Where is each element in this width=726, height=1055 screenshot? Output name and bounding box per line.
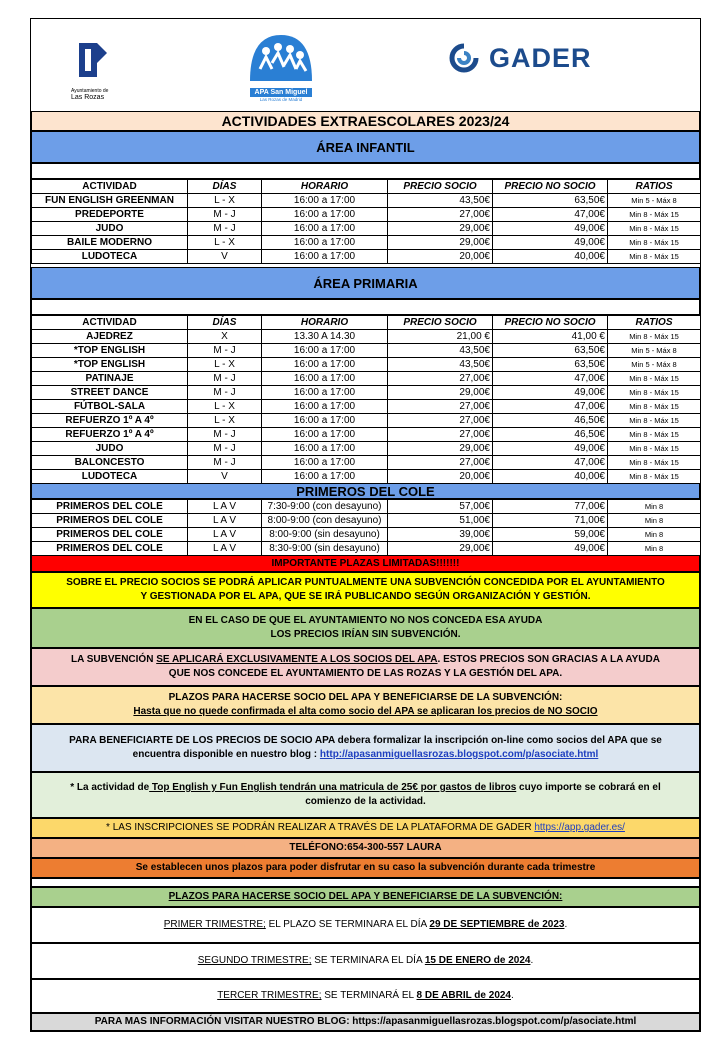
trimestre-1-line [164,918,567,932]
ratio-cell: Min 8 - Máx 15 [608,386,701,400]
apa-logo [246,31,316,103]
non-member-price-cell: 40,00€ [493,470,608,484]
inscripciones-line [106,821,625,835]
days-cell: M - J [188,456,262,470]
non-member-price-cell: 49,00€ [493,222,608,236]
member-price-cell: 29,00€ [388,442,493,456]
member-price-cell: 20,00€ [388,470,493,484]
ayuntamiento-line2: Las Rozas [71,94,105,101]
beneficiarte-note [31,724,700,772]
activity-cell: LUDOTECA [32,470,188,484]
non-member-price-cell: 47,00€ [493,208,608,222]
member-price-cell: 29,00€ [388,386,493,400]
ratio-cell: Min 5 - Máx 8 [608,358,701,372]
schedule-cell: 16:00 a 17:00 [262,358,388,372]
table-row [32,236,701,250]
column-header: PRECIO SOCIO [388,180,493,194]
schedule-cell: 7:30-9:00 (con desayuno) [262,500,388,514]
non-member-price-cell: 59,00€ [493,528,608,542]
table-row [32,194,701,208]
schedule-cell: 16:00 a 17:00 [262,400,388,414]
non-member-price-cell: 77,00€ [493,500,608,514]
table-row [32,330,701,344]
plazos-line1: PLAZOS PARA HACERSE SOCIO DEL APA Y BENEFICIARSE DE LA SUBVENCIÓN: [168,692,563,703]
ratio-cell: Min 8 - Máx 15 [608,222,701,236]
activity-cell: PREDEPORTE [32,208,188,222]
schedule-cell: 16:00 a 17:00 [262,470,388,484]
non-member-price-cell: 49,00€ [493,386,608,400]
member-price-cell: 29,00€ [388,222,493,236]
spacer-row [31,299,700,315]
subvencion-line1: SOBRE EL PRECIO SOCIOS SE PODRÁ APLICAR PUNTUALMENTE UNA SUBVENCIÓN CONCEDIDA POR EL AYUNTAMIENTO [66,577,665,588]
non-member-price-cell: 49,00€ [493,542,608,556]
plazos-header-note [31,887,700,907]
days-cell: V [188,470,262,484]
ratio-cell: Min 5 - Máx 8 [608,194,701,208]
gader-logo [445,41,635,75]
days-cell: M - J [188,372,262,386]
column-header: ACTIVIDAD [32,180,188,194]
activity-cell: REFUERZO 1º A 4º [32,414,188,428]
days-cell: L A V [188,500,262,514]
trimestre-3 [31,979,700,1013]
non-member-price-cell: 49,00€ [493,236,608,250]
days-cell: M - J [188,208,262,222]
column-header: RATIOS [608,316,701,330]
schedule-cell: 16:00 a 17:00 [262,236,388,250]
schedule-cell: 16:00 a 17:00 [262,414,388,428]
schedule-cell: 8:00-9:00 (con desayuno) [262,514,388,528]
activity-cell: *TOP ENGLISH [32,344,188,358]
member-price-cell: 43,50€ [388,194,493,208]
days-cell: M - J [188,344,262,358]
column-header: RATIOS [608,180,701,194]
plazos-trimestre-note [31,858,700,878]
activity-cell: JUDO [32,222,188,236]
table-row [32,442,701,456]
column-header: PRECIO NO SOCIO [493,180,608,194]
table-row [32,414,701,428]
sin-ayuda-line1: EN EL CASO DE QUE EL AYUNTAMIENTO NO NOS CONCEDA ESA AYUDA [188,615,543,626]
area-infantil-title: ÁREA INFANTIL [31,131,700,163]
member-price-cell: 29,00€ [388,542,493,556]
days-cell: L - X [188,236,262,250]
ratio-cell: Min 8 - Máx 15 [608,208,701,222]
schedule-cell: 16:00 a 17:00 [262,222,388,236]
beneficiarte-line2 [133,748,599,762]
schedule-cell: 16:00 a 17:00 [262,344,388,358]
matricula-underlined: Top English y Fun English tendrán una matricula de 25€ por gastos de libros [149,782,517,793]
ratio-cell: Min 8 - Máx 15 [608,236,701,250]
trimestre-2-label: SEGUNDO TRIMESTRE; [197,955,312,966]
apa-name: APA San Miguel [250,88,312,97]
telefono-text: TELÉFONO:654-300-557 LAURA [289,842,442,853]
activity-cell: BAILE MODERNO [32,236,188,250]
table-row [32,528,701,542]
blog-note [31,1013,700,1031]
matricula-line1 [70,781,661,795]
exclusiva-note [31,648,700,686]
non-member-price-cell: 46,50€ [493,414,608,428]
activity-cell: FÚTBOL-SALA [32,400,188,414]
trimestre-1-dot: . [564,919,568,930]
member-price-cell: 27,00€ [388,414,493,428]
ratio-cell: Min 8 - Máx 15 [608,428,701,442]
column-header: ACTIVIDAD [32,316,188,330]
table-row [32,208,701,222]
activity-cell: LUDOTECA [32,250,188,264]
member-price-cell: 27,00€ [388,372,493,386]
importante-text: IMPORTANTE PLAZAS LIMITADAS!!!!!!! [271,557,460,569]
member-price-cell: 27,00€ [388,428,493,442]
sin-ayuda-note [31,608,700,648]
page-title: ACTIVIDADES EXTRAESCOLARES 2023/24 [31,111,700,131]
days-cell: M - J [188,386,262,400]
member-price-cell: 43,50€ [388,344,493,358]
inscripciones-note [31,818,700,838]
non-member-price-cell: 41,00 € [493,330,608,344]
apa-subtitle: Las Rozas de Madrid [259,97,303,102]
table-header-row [32,180,701,194]
ratio-cell: Min 8 - Máx 15 [608,250,701,264]
table-header-row [32,316,701,330]
schedule-cell: 16:00 a 17:00 [262,194,388,208]
asociate-link[interactable]: http://apasanmiguellasrozas.blogspot.com/p/asociate.html [319,749,599,760]
matricula-line2: comienzo de la actividad. [305,796,426,807]
member-price-cell: 27,00€ [388,208,493,222]
ratio-cell: Min 8 - Máx 15 [608,470,701,484]
non-member-price-cell: 40,00€ [493,250,608,264]
table-row [32,386,701,400]
non-member-price-cell: 63,50€ [493,358,608,372]
schedule-cell: 13.30 A 14.30 [262,330,388,344]
ratio-cell: Min 8 [608,542,701,556]
days-cell: M - J [188,442,262,456]
trimestre-1 [31,907,700,943]
days-cell: L A V [188,514,262,528]
plazos-trimestre-text: Se establecen unos plazos para poder disfrutar en su caso la subvención durante cada trimestre [135,862,596,873]
member-price-cell: 39,00€ [388,528,493,542]
apa-children-icon [246,31,316,83]
schedule-cell: 8:30-9:00 (sin desayuno) [262,542,388,556]
exclusiva-line1 [71,653,660,667]
non-member-price-cell: 71,00€ [493,514,608,528]
activity-cell: REFUERZO 1º A 4º [32,428,188,442]
days-cell: L A V [188,542,262,556]
ratio-cell: Min 8 - Máx 15 [608,456,701,470]
infantil-table [31,179,701,264]
gader-swirl-icon [445,43,483,73]
days-cell: L - X [188,400,262,414]
logos-header [31,19,700,111]
activity-cell: STREET DANCE [32,386,188,400]
ayuntamiento-line1: Ayuntamiento de [71,88,109,94]
schedule-cell: 16:00 a 17:00 [262,372,388,386]
area-primaria-title: ÁREA PRIMARIA [31,267,700,299]
member-price-cell: 57,00€ [388,500,493,514]
ratio-cell: Min 8 [608,528,701,542]
days-cell: V [188,250,262,264]
member-price-cell: 20,00€ [388,250,493,264]
trimestre-1-text: EL PLAZO SE TERMINARA EL DÍA [265,919,430,930]
matricula-note [31,772,700,818]
primeros-title: PRIMEROS DEL COLE [31,483,700,499]
subvencion-line2: Y GESTIONADA POR EL APA, QUE SE IRÁ PUBLICANDO SEGÚN ORGANIZACIÓN Y GESTIÓN. [140,591,591,602]
member-price-cell: 51,00€ [388,514,493,528]
schedule-cell: 16:00 a 17:00 [262,250,388,264]
column-header: PRECIO NO SOCIO [493,316,608,330]
ayuntamiento-logo [71,39,119,105]
exclusiva-underlined: SE APLICARÁ EXCLUSIVAMENTE A LOS SOCIOS DEL APA [156,654,438,665]
beneficiarte-line1: PARA BENEFICIARTE DE LOS PRECIOS DE SOCIO APA debera formalizar la inscripción on-line como socios del APA que se [69,735,662,746]
days-cell: L - X [188,194,262,208]
inscripciones-text: * LAS INSCRIPCIONES SE PODRÁN REALIZAR A TRAVÉS DE LA PLATAFORMA DE GADER [106,822,535,833]
ayuntamiento-emblem-icon [71,39,119,83]
days-cell: M - J [188,222,262,236]
plazos-header-text: PLAZOS PARA HACERSE SOCIO DEL APA Y BENEFICIARSE DE LA SUBVENCIÓN: [168,891,563,902]
activity-cell: PRIMEROS DEL COLE [32,528,188,542]
plazos-note [31,686,700,724]
column-header: HORARIO [262,180,388,194]
table-row [32,400,701,414]
column-header: DÍAS [188,180,262,194]
table-row [32,470,701,484]
table-row [32,542,701,556]
exclusiva-line2: QUE NOS CONCEDE EL AYUNTAMIENTO DE LAS ROZAS Y LA GESTIÓN DEL APA. [168,668,563,679]
trimestre-2 [31,943,700,979]
column-header: DÍAS [188,316,262,330]
sin-ayuda-line2: LOS PRECIOS IRÍAN SIN SUBVENCIÓN. [270,629,461,640]
table-row [32,358,701,372]
schedule-cell: 8:00-9:00 (sin desayuno) [262,528,388,542]
member-price-cell: 43,50€ [388,358,493,372]
activity-cell: JUDO [32,442,188,456]
member-price-cell: 21,00 € [388,330,493,344]
activity-cell: PATINAJE [32,372,188,386]
gader-name: GADER [489,42,592,73]
ratio-cell: Min 8 - Máx 15 [608,400,701,414]
non-member-price-cell: 63,50€ [493,344,608,358]
member-price-cell: 27,00€ [388,400,493,414]
primaria-table [31,315,701,484]
ratio-cell: Min 8 - Máx 15 [608,330,701,344]
schedule-cell: 16:00 a 17:00 [262,428,388,442]
days-cell: L - X [188,414,262,428]
spacer-row [31,878,700,887]
trimestre-3-date: 8 DE ABRIL de 2024 [416,990,511,1001]
non-member-price-cell: 46,50€ [493,428,608,442]
ratio-cell: Min 8 - Máx 15 [608,372,701,386]
table-row [32,344,701,358]
non-member-price-cell: 47,00€ [493,372,608,386]
plazos-line2: Hasta que no quede confirmada el alta como socio del APA se aplicaran los precios de NO SOCIO [133,706,598,717]
ratio-cell: Min 8 [608,500,701,514]
trimestre-3-text: SE TERMINARÁ EL [321,990,417,1001]
trimestre-3-line [217,989,514,1003]
gader-link[interactable]: https://app.gader.es/ [534,822,625,833]
trimestre-2-text: SE TERMINARA EL DÍA [311,955,425,966]
trimestre-3-dot: . [511,990,514,1001]
table-row [32,372,701,386]
days-cell: L - X [188,358,262,372]
primeros-table [31,499,701,556]
schedule-cell: 16:00 a 17:00 [262,456,388,470]
table-row [32,500,701,514]
matricula-post: cuyo importe se cobrará en el [516,782,661,793]
days-cell: L A V [188,528,262,542]
table-row [32,428,701,442]
schedule-cell: 16:00 a 17:00 [262,442,388,456]
ratio-cell: Min 5 - Máx 8 [608,344,701,358]
table-row [32,250,701,264]
trimestre-2-line [198,954,533,968]
trimestre-2-date: 15 DE ENERO de 2024 [424,955,531,966]
trimestre-3-label: TERCER TRIMESTRE; [217,990,322,1001]
table-row [32,456,701,470]
table-row [32,514,701,528]
activities-sheet [30,18,701,1032]
ratio-cell: Min 8 [608,514,701,528]
activity-cell: PRIMEROS DEL COLE [32,514,188,528]
matricula-pre: * La actividad de [70,782,150,793]
activity-cell: *TOP ENGLISH [32,358,188,372]
telefono-note [31,838,700,858]
subvencion-note [31,572,700,608]
non-member-price-cell: 47,00€ [493,400,608,414]
activity-cell: AJEDREZ [32,330,188,344]
importante-banner [31,555,700,572]
spacer-row [31,163,700,179]
exclusiva-post: . ESTOS PRECIOS SON GRACIAS A LA AYUDA [437,654,660,665]
column-header: HORARIO [262,316,388,330]
non-member-price-cell: 49,00€ [493,442,608,456]
table-row [32,222,701,236]
days-cell: X [188,330,262,344]
trimestre-1-date: 29 DE SEPTIEMBRE de 2023 [429,919,565,930]
schedule-cell: 16:00 a 17:00 [262,386,388,400]
column-header: PRECIO SOCIO [388,316,493,330]
trimestre-1-label: PRIMER TRIMESTRE; [163,919,266,930]
ratio-cell: Min 8 - Máx 15 [608,442,701,456]
activity-cell: BALONCESTO [32,456,188,470]
days-cell: M - J [188,428,262,442]
activity-cell: PRIMEROS DEL COLE [32,500,188,514]
activity-cell: PRIMEROS DEL COLE [32,542,188,556]
exclusiva-pre: LA SUBVENCIÓN [71,654,157,665]
member-price-cell: 29,00€ [388,236,493,250]
non-member-price-cell: 47,00€ [493,456,608,470]
member-price-cell: 27,00€ [388,456,493,470]
schedule-cell: 16:00 a 17:00 [262,208,388,222]
ratio-cell: Min 8 - Máx 15 [608,414,701,428]
beneficiarte-text: encuentra disponible en nuestro blog : [132,749,320,760]
blog-text: PARA MAS INFORMACIÓN VISITAR NUESTRO BLOG: https://apasanmiguellasrozas.blogspot.com/p/asociate.html [94,1016,637,1027]
trimestre-2-dot: . [530,955,534,966]
non-member-price-cell: 63,50€ [493,194,608,208]
activity-cell: FUN ENGLISH GREENMAN [32,194,188,208]
